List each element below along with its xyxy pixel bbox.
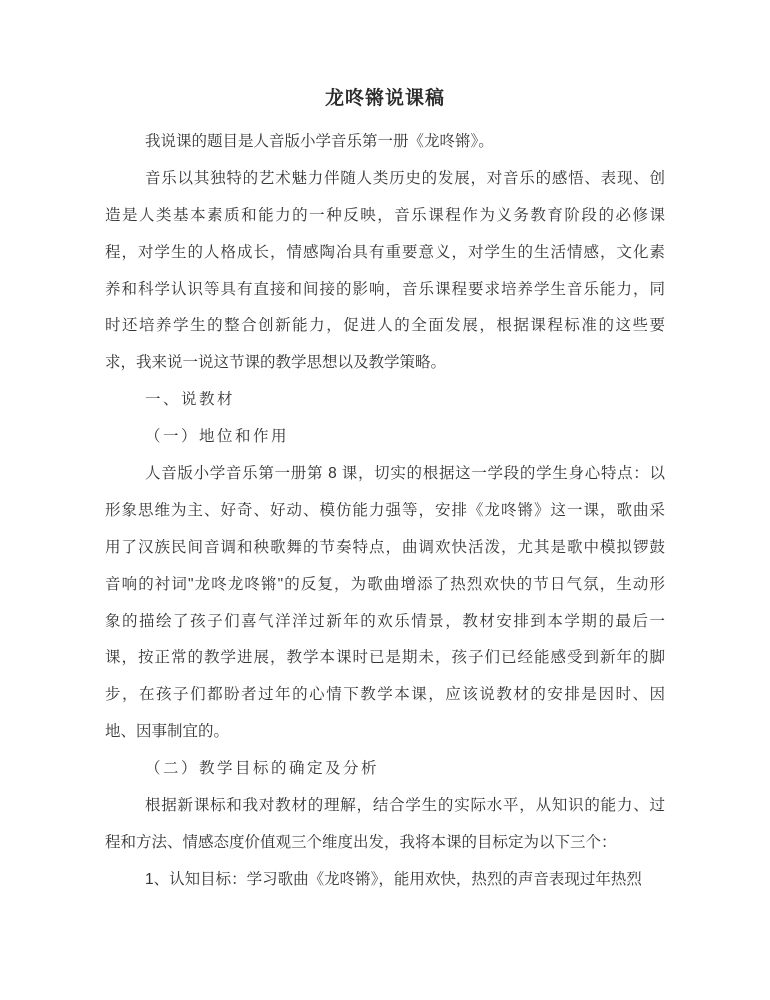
text-line: （一）地位和作用: [145, 428, 290, 446]
text-line: 用了汉族民间音调和秧歌舞的节奏特点，曲调欢快活泼，尤其是歌中模拟锣鼓: [105, 538, 665, 556]
text-line: 人音版小学音乐第一册第 8 课，切实的根据这一学段的学生身心特点：以: [145, 465, 665, 483]
document-title: 龙咚锵说课稿: [324, 88, 445, 109]
text-line: 养和科学认识等具有直接和间接的影响，音乐课程要求培养学生音乐能力，同: [105, 280, 665, 298]
text-line: 根据新课标和我对教材的理解，结合学生的实际水平，从知识的能力、过: [145, 797, 665, 815]
text-line: 步，在孩子们都盼者过年的心情下教学本课，应该说教材的安排是因时、因: [105, 686, 665, 704]
text-line: 课，按正常的教学进展，教学本课时已是期未，孩子们已经能感受到新年的脚: [105, 649, 665, 667]
text-line: 1、认知目标：学习歌曲《龙咚锵》，能用欢快，热烈的声音表现过年热烈: [145, 870, 642, 888]
text-line: 程和方法、情感态度价值观三个维度出发，我将本课的目标定为以下三个：: [105, 833, 617, 851]
text-line: 程，对学生的人格成长，情感陶冶具有重要意义，对学生的生活情感，文化素: [105, 243, 665, 261]
text-line: 造是人类基本素质和能力的一种反映，音乐课程作为义务教育阶段的必修课: [105, 206, 665, 224]
text-line: 音乐以其独特的艺术魅力伴随人类历史的发展，对音乐的感悟、表现、创: [145, 169, 665, 187]
text-line: 时还培养学生的整合创新能力，促进人的全面发展，根据课程标准的这些要: [105, 317, 665, 335]
text-line: 地、因事制宜的。: [105, 723, 230, 741]
text-line: 象的描绘了孩子们喜气洋洋过新年的欢乐情景，教材安排到本学期的最后一: [105, 612, 665, 630]
text-line: （二）教学目标的确定及分析: [145, 760, 380, 778]
text-line: 我说课的题目是人音版小学音乐第一册《龙咚锵》。: [145, 133, 494, 150]
document-body: [105, 124, 665, 899]
text-line: 求，我来说一说这节课的教学思想以及教学策略。: [105, 354, 447, 372]
text-line: 形象思维为主、好奇、好动、模仿能力强等，安排《龙咚锵》这一课，歌曲采: [105, 501, 665, 519]
text-line: 一、说教材: [145, 391, 236, 409]
text-line: 音响的衬词"龙咚龙咚锵"的反复，为歌曲增添了热烈欢快的节日气氛，生动形: [105, 575, 665, 593]
